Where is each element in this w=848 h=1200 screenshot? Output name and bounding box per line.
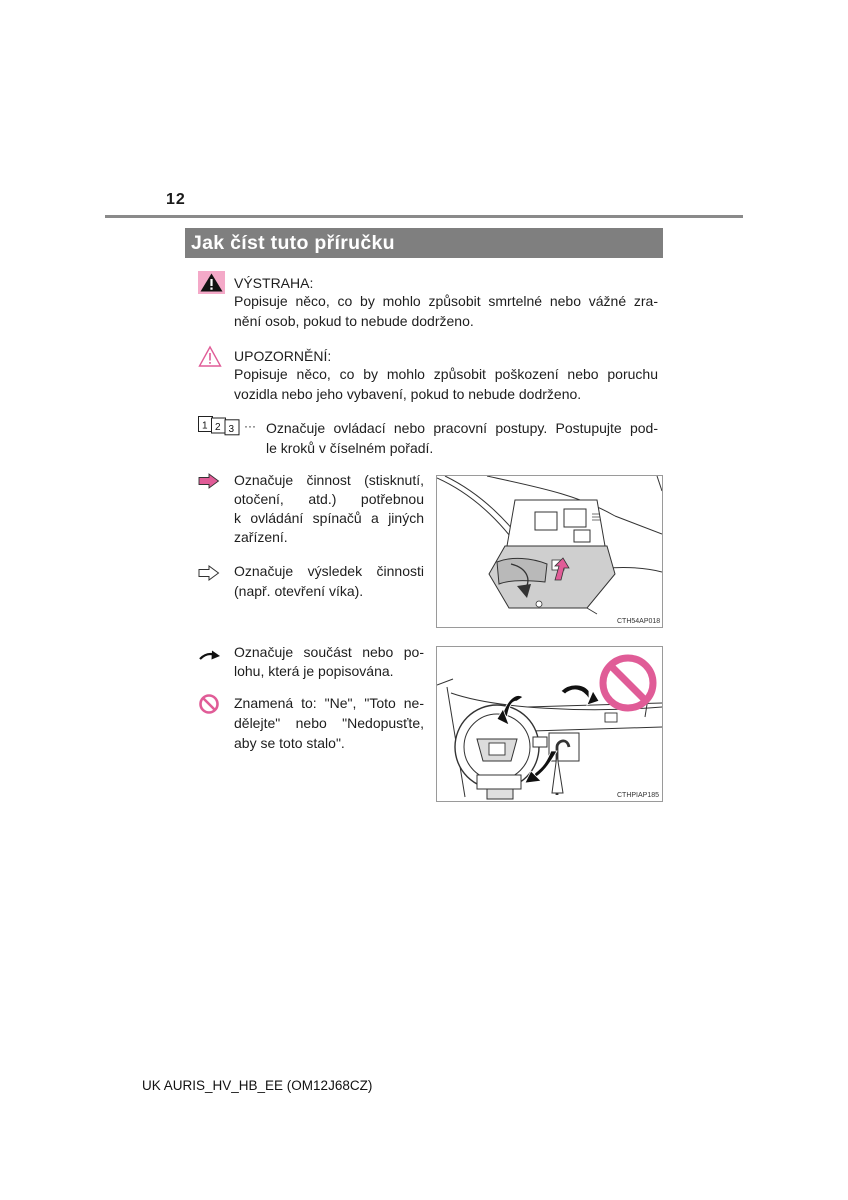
prohibition-icon bbox=[198, 693, 220, 715]
component-text-line1: Označuje součást nebo po- bbox=[234, 644, 424, 660]
footer-document-code: UK AURIS_HV_HB_EE (OM12J68CZ) bbox=[142, 1078, 373, 1093]
caution-icon bbox=[198, 345, 222, 369]
caution-text-line1: Popisuje něco, co by mohlo způsobit poškození nebo poruchu bbox=[234, 366, 658, 382]
prohibition-text-line3: aby se toto stalo". bbox=[234, 735, 345, 751]
action-text-line4: zařízení. bbox=[234, 529, 288, 545]
page-number: 12 bbox=[166, 191, 186, 208]
overhead-console-illustration bbox=[437, 476, 662, 627]
dashboard-figure-code: CTHPIAP185 bbox=[617, 792, 660, 799]
prohibition-text-line2: dělejte" nebo "Nedopusťte, bbox=[234, 715, 424, 731]
pointer-arrow-icon bbox=[199, 648, 221, 662]
action-text-line2: otočení, atd.) potřebnou bbox=[234, 491, 424, 507]
result-text-line2: (např. otevření víka). bbox=[234, 583, 364, 599]
warning-icon bbox=[198, 271, 225, 294]
header-rule bbox=[105, 215, 743, 218]
steps-ellipsis: ··· bbox=[244, 419, 256, 433]
prohibition-text-line1: Znamená to: "Ne", "Toto ne- bbox=[234, 695, 424, 711]
overhead-console-figure bbox=[436, 475, 663, 628]
step-number-1: 1 bbox=[202, 420, 208, 432]
step-number-2: 2 bbox=[215, 422, 221, 433]
result-text-line1: Označuje výsledek činnosti bbox=[234, 563, 424, 579]
warning-heading: VÝSTRAHA: bbox=[234, 275, 314, 291]
action-text-line3: k ovládání spínačů a jiných bbox=[234, 510, 424, 526]
warning-text-line1: Popisuje něco, co by mohlo způsobit smrtelné nebo vážné zra- bbox=[234, 293, 658, 309]
action-text-line1: Označuje činnost (stisknutí, bbox=[234, 472, 424, 488]
action-arrow-icon bbox=[198, 473, 220, 489]
component-text-line2: lohu, která je popisována. bbox=[234, 663, 394, 679]
overhead-figure-code: CTH54AP018 bbox=[617, 618, 661, 625]
caution-text-line2: vozidla nebo jeho vybavení, pokud to nebude dodrženo. bbox=[234, 386, 582, 402]
step-numbers-icon bbox=[198, 416, 244, 436]
dashboard-figure bbox=[436, 646, 663, 802]
steps-text-line2: le kroků v číselném pořadí. bbox=[266, 440, 434, 456]
result-arrow-icon bbox=[198, 565, 220, 581]
steps-text-line1: Označuje ovládací nebo pracovní postupy. Postupujte pod- bbox=[266, 420, 658, 436]
section-title: Jak číst tuto příručku bbox=[185, 228, 663, 258]
caution-heading: UPOZORNĚNÍ: bbox=[234, 348, 332, 364]
warning-text-line2: nění osob, pokud to nebude dodrženo. bbox=[234, 313, 474, 329]
step-number-3: 3 bbox=[228, 423, 235, 435]
dashboard-illustration bbox=[437, 647, 662, 801]
